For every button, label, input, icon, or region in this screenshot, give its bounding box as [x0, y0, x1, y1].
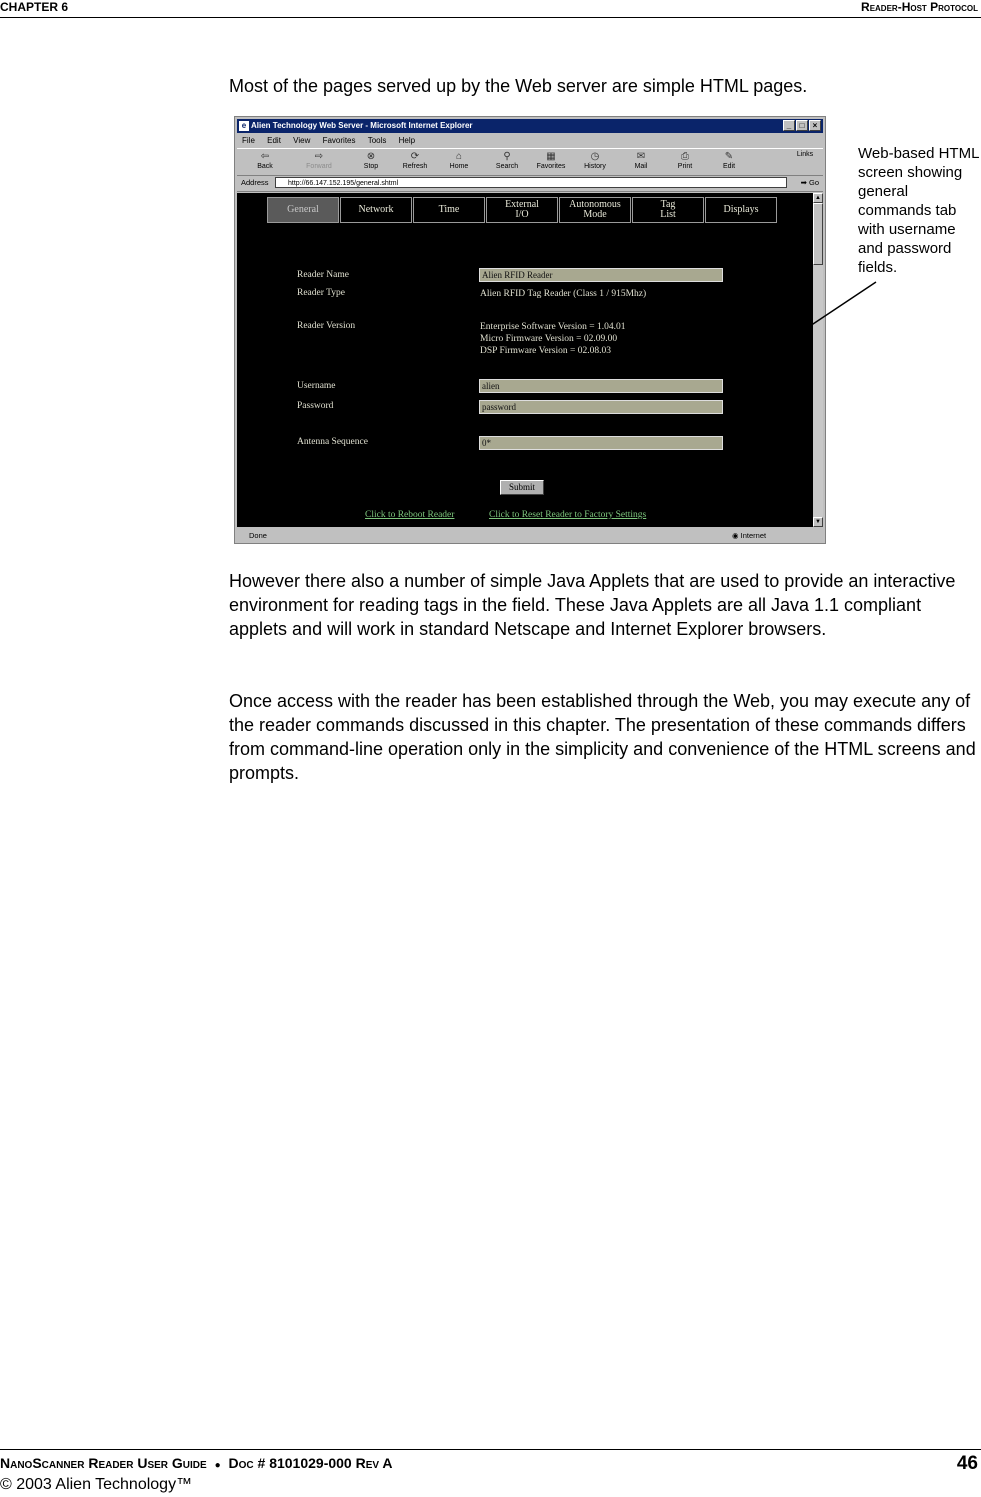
reset-factory-link[interactable]: Click to Reset Reader to Factory Settings	[489, 510, 647, 520]
address-value: http://66.147.152.195/general.shtml	[288, 180, 399, 187]
reader-type-value: Alien RFID Tag Reader (Class 1 / 915Mhz)	[480, 289, 647, 299]
submit-button[interactable]: Submit	[500, 480, 544, 495]
browser-toolbar	[237, 148, 823, 176]
go-arrow-icon: ➡	[800, 178, 807, 187]
tab-autonomous-mode[interactable]	[559, 197, 631, 223]
history-icon: ◷	[590, 151, 600, 162]
links-button[interactable]	[787, 151, 823, 173]
print-label: Print	[677, 163, 693, 170]
tab-label: Network	[358, 204, 394, 215]
tab-tag-list[interactable]	[632, 197, 704, 223]
reboot-reader-link[interactable]: Click to Reboot Reader	[365, 510, 455, 520]
stop-button[interactable]	[351, 151, 391, 173]
mail-icon: ✉	[636, 151, 646, 162]
tab-external-io[interactable]	[486, 197, 558, 223]
password-value: password	[482, 402, 516, 412]
footer-rule	[0, 1449, 981, 1450]
reader-name-label: Reader Name	[297, 270, 349, 280]
edit-label: Edit	[722, 163, 736, 170]
tab-label: Time	[438, 204, 460, 215]
password-label: Password	[297, 401, 334, 411]
edit-button[interactable]	[709, 151, 749, 173]
status-zone-label: Internet	[740, 531, 767, 540]
scroll-down-icon[interactable]: ▼	[813, 517, 823, 527]
ie-icon: e	[239, 121, 249, 131]
refresh-button[interactable]	[395, 151, 435, 173]
tab-label: General	[287, 204, 319, 215]
favorites-icon: ▦	[546, 151, 556, 162]
menu-bar	[237, 134, 420, 147]
username-label: Username	[297, 381, 336, 391]
forward-arrow-icon: ⇨	[314, 151, 324, 162]
tab-label-line1: External	[505, 199, 539, 210]
page-header	[0, 0, 981, 18]
favorites-button[interactable]	[531, 151, 571, 173]
footer-doc-info	[0, 1455, 393, 1471]
page-content	[237, 193, 813, 527]
go-button[interactable]	[801, 178, 819, 187]
menu-file[interactable]: File	[242, 136, 255, 145]
username-input[interactable]	[479, 379, 723, 393]
refresh-icon: ⟳	[410, 151, 420, 162]
guide-title: NanoScanner Reader User Guide	[0, 1455, 207, 1471]
back-button[interactable]	[245, 151, 285, 173]
search-button[interactable]	[487, 151, 527, 173]
dsp-firmware-version: DSP Firmware Version = 02.08.03	[480, 346, 611, 356]
intro-paragraph: Most of the pages served up by the Web server are simple HTML pages.	[229, 76, 808, 96]
tab-label-line1: Autonomous	[569, 199, 621, 210]
maximize-icon[interactable]: □	[796, 120, 808, 131]
edit-icon: ✎	[724, 151, 734, 162]
menu-help[interactable]: Help	[398, 136, 416, 145]
callout-arrow-icon	[740, 280, 880, 372]
home-icon: ⌂	[455, 151, 463, 162]
tab-label	[505, 200, 539, 220]
home-label: Home	[449, 163, 469, 170]
menu-view[interactable]: View	[293, 136, 311, 145]
browser-screenshot	[234, 116, 826, 544]
chapter-label: CHAPTER 6	[0, 0, 69, 14]
back-label: Back	[257, 163, 273, 170]
bullet: ●	[214, 1460, 221, 1471]
status-zone	[732, 529, 766, 543]
mail-label: Mail	[634, 163, 648, 170]
scroll-thumb[interactable]	[813, 203, 823, 265]
figure-callout: Web-based HTML screen showing general commands tab with username and password fields.	[858, 145, 979, 276]
tab-label-line1: Tag	[660, 199, 676, 210]
antenna-sequence-label: Antenna Sequence	[297, 437, 368, 447]
micro-firmware-version: Micro Firmware Version = 02.09.00	[480, 334, 618, 344]
tab-time[interactable]	[413, 197, 485, 223]
scroll-up-icon[interactable]: ▲	[813, 193, 823, 203]
print-button[interactable]	[665, 151, 705, 173]
search-icon: ⚲	[503, 151, 511, 162]
minimize-icon[interactable]: _	[783, 120, 795, 131]
address-bar	[237, 175, 823, 192]
favorites-label: Favorites	[536, 163, 566, 170]
globe-icon: ◉	[732, 531, 739, 540]
tab-label	[660, 200, 676, 220]
antenna-sequence-input[interactable]	[479, 436, 723, 450]
copyright: © 2003 Alien Technology™	[0, 1476, 193, 1493]
commands-paragraph: Once access with the reader has been established through the Web, you may execute any of the reader commands discussed in this chapter. The presentation of these commands differs from command-line operation only in the simplicity and convenience of the HTML screens and prompts.	[229, 691, 976, 783]
print-icon: ⎙	[681, 151, 689, 162]
status-bar	[237, 529, 823, 543]
reader-name-input[interactable]	[479, 268, 723, 282]
tab-label-line2: List	[660, 209, 676, 220]
username-value: alien	[482, 381, 500, 391]
doc-number: Doc # 8101029-000 Rev A	[228, 1455, 393, 1471]
status-done: Done	[249, 531, 267, 540]
menu-favorites[interactable]: Favorites	[322, 136, 356, 145]
tab-label-line2: I/O	[515, 209, 529, 220]
menu-tools[interactable]: Tools	[367, 136, 387, 145]
reader-type-label: Reader Type	[297, 288, 345, 298]
tab-network[interactable]	[340, 197, 412, 223]
reader-name-value: Alien RFID Reader	[482, 270, 553, 280]
go-label: Go	[808, 178, 819, 187]
tab-label-line2: Mode	[583, 209, 607, 220]
password-input[interactable]	[479, 400, 723, 414]
forward-button[interactable]	[299, 151, 339, 173]
reader-version-label: Reader Version	[297, 321, 356, 331]
address-label: Address	[241, 178, 269, 187]
reader-version-values	[480, 321, 626, 357]
section-label: Reader-Host Protocol	[861, 0, 978, 14]
search-label: Search	[495, 163, 519, 170]
links-label: Links	[796, 151, 814, 158]
history-button[interactable]	[575, 151, 615, 173]
tab-displays[interactable]	[705, 197, 777, 223]
browser-title: Alien Technology Web Server - Microsoft Internet Explorer	[251, 121, 473, 130]
software-version: Enterprise Software Version = 1.04.01	[480, 322, 626, 332]
forward-label: Forward	[306, 163, 332, 170]
tab-label	[569, 200, 621, 220]
home-button[interactable]	[439, 151, 479, 173]
tab-label: Displays	[723, 204, 759, 215]
window-controls	[783, 120, 821, 131]
browser-titlebar	[237, 119, 823, 133]
address-input[interactable]	[275, 177, 787, 188]
tab-bar	[267, 197, 778, 223]
page-number: 46	[956, 1453, 978, 1474]
close-icon[interactable]: ×	[809, 120, 821, 131]
menu-edit[interactable]: Edit	[267, 136, 281, 145]
back-arrow-icon: ⇦	[260, 151, 270, 162]
mail-button[interactable]	[621, 151, 661, 173]
history-label: History	[584, 163, 606, 170]
stop-label: Stop	[363, 163, 379, 170]
stop-icon: ⊗	[366, 151, 376, 162]
tab-general[interactable]	[267, 197, 339, 223]
antenna-sequence-value: 0*	[482, 438, 491, 448]
applets-paragraph: However there also a number of simple Java Applets that are used to provide an interactive environment for reading tags in the field. These Java Applets are all Java 1.1 compliant applets and will work in standard Netscape and Internet Explorer browsers.	[229, 571, 956, 639]
refresh-label: Refresh	[402, 163, 428, 170]
